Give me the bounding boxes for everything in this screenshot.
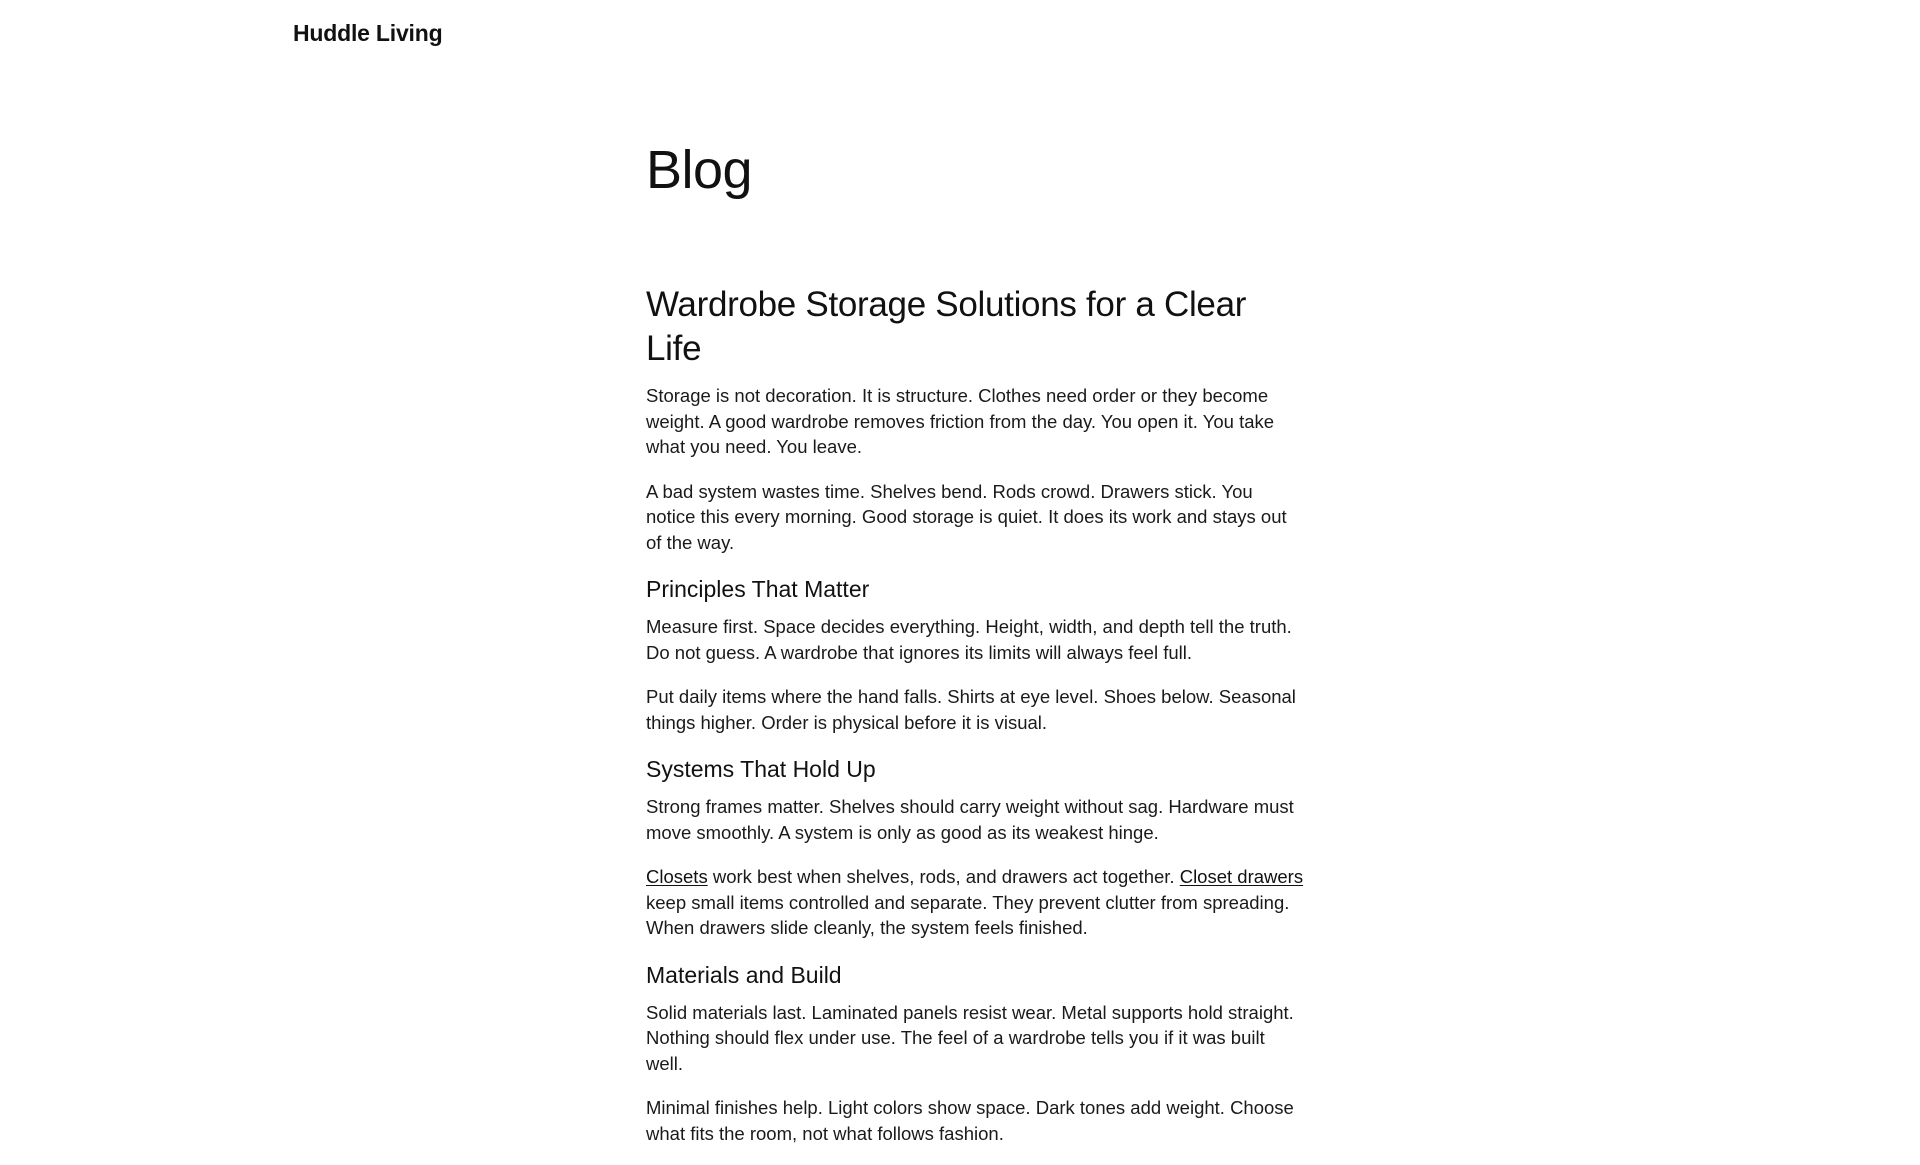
systems-paragraph-2-text-2: keep small items controlled and separate. They prevent clutter from spreading. When drawers slide cleanly, the system feels finished. [646, 891, 1290, 938]
systems-paragraph-2-text-1: work best when shelves, rods, and drawers act together. [707, 866, 1180, 887]
intro-paragraph-2: A bad system wastes time. Shelves bend. Rods crowd. Drawers stick. You notice this every morning. Good storage is quiet. It does its work and stays out of the way. [646, 480, 1287, 553]
intro-paragraph-1: Storage is not decoration. It is structure. Clothes need order or they become weight. A good wardrobe removes friction from the day. You open it. You take what you need. You leave. [646, 385, 1275, 457]
systems-paragraph-2 [646, 864, 1306, 941]
site-title-link[interactable]: Huddle Living [293, 20, 443, 46]
principles-paragraph-1: Measure first. Space decides everything. Height, width, and depth tell the truth. Do not guess. A wardrobe that ignores its limits will always feel full. [646, 616, 1292, 663]
principles-paragraph-2: Put daily items where the hand falls. Shirts at eye level. Shoes below. Seasonal things higher. Order is physical before it is visual. [646, 686, 1296, 733]
materials-paragraph-2: Minimal finishes help. Light colors show space. Dark tones add weight. Choose what fits the room, not what follows fashion. [646, 1097, 1294, 1144]
closets-link[interactable]: Closets [646, 866, 708, 887]
systems-paragraph-1: Strong frames matter. Shelves should carry weight without sag. Hardware must move smoothly. A system is only as good as its weakest hinge. [646, 796, 1294, 843]
blog-post [646, 283, 1306, 1146]
materials-paragraph-1: Solid materials last. Laminated panels resist wear. Metal supports hold straight. Nothing should flex under use. The feel of a wardrobe tells you if it was built well. [646, 1001, 1294, 1074]
main-content [646, 132, 1306, 1165]
post-title: Wardrobe Storage Solutions for a Clear Life [646, 285, 1247, 368]
section-heading-principles: Principles That Matter [646, 576, 870, 602]
section-heading-systems: Systems That Hold Up [646, 756, 876, 782]
section-heading-materials: Materials and Build [646, 961, 842, 988]
closet-drawers-link[interactable]: Closet drawers [1179, 866, 1304, 887]
page-title: Blog [646, 140, 753, 200]
